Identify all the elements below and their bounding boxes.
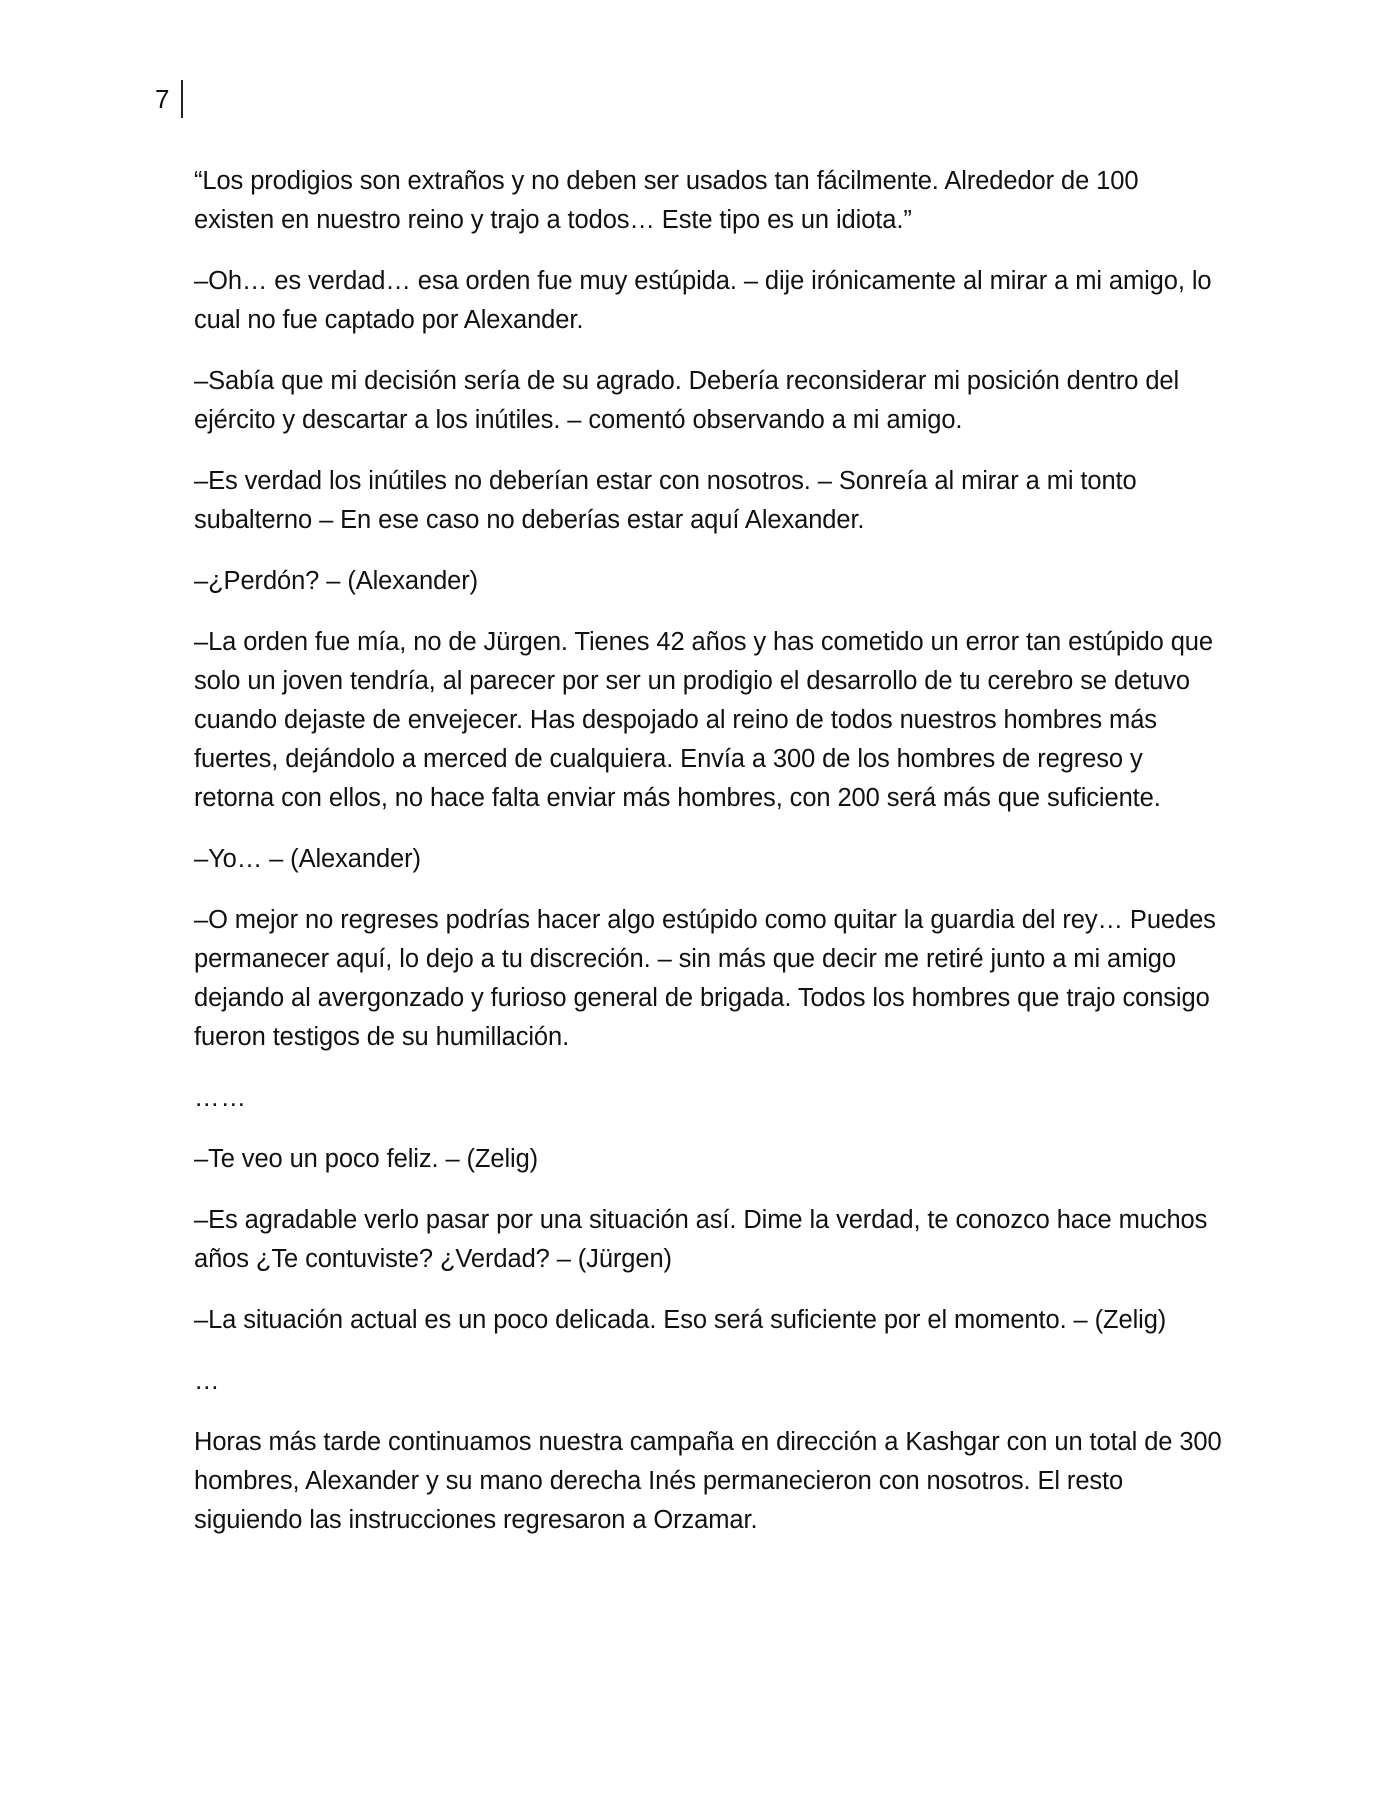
paragraph: –O mejor no regreses podrías hacer algo estúpido como quitar la guardia del rey… Puedes permanecer aquí, lo dejo a tu discreción. – sin más que decir me retiré junto a mi amigo dejando al avergonzado y furioso general de brigada. Todos los hombres que trajo consigo fueron testigos de su humillación. xyxy=(194,906,1216,1051)
paragraph: –La orden fue mía, no de Jürgen. Tienes 42 años y has cometido un error tan estúpido que solo un joven tendría, al parecer por ser un prodigio el desarrollo de tu cerebro se detuvo cuando dejaste de envejecer. Has despojado al reino de todos nuestros hombres más fuertes, dejándolo a merced de cualquiera. Envía a 300 de los hombres de regreso y retorna con ellos, no hace falta enviar más hombres, con 200 será más que suficiente. xyxy=(194,628,1213,812)
paragraph: –La situación actual es un poco delicada. Eso será suficiente por el momento. – (Zelig) xyxy=(194,1306,1167,1334)
scene-separator: …… xyxy=(194,1084,247,1112)
paragraph: –¿Perdón? – (Alexander) xyxy=(194,567,479,595)
document-body xyxy=(194,162,1224,1562)
paragraph: –Te veo un poco feliz. – (Zelig) xyxy=(194,1145,539,1173)
paragraph: –Es agradable verlo pasar por una situación así. Dime la verdad, te conozco hace muchos años ¿Te contuviste? ¿Verdad? – (Jürgen) xyxy=(194,1206,1208,1273)
paragraph: –Es verdad los inútiles no deberían estar con nosotros. – Sonreía al mirar a mi tonto subalterno – En ese caso no deberías estar aquí Alexander. xyxy=(194,467,1137,534)
paragraph: –Oh… es verdad… esa orden fue muy estúpida. – dije irónicamente al mirar a mi amigo, lo cual no fue captado por Alexander. xyxy=(194,267,1212,334)
paragraph: –Yo… – (Alexander) xyxy=(194,845,421,873)
paragraph: Horas más tarde continuamos nuestra campaña en dirección a Kashgar con un total de 300 hombres, Alexander y su mano derecha Inés permanecieron con nosotros. El resto siguiendo las instrucciones regresaron a Orzamar. xyxy=(194,1428,1222,1534)
paragraph: “Los prodigios son extraños y no deben ser usados tan fácilmente. Alrededor de 100 existen en nuestro reino y trajo a todos… Este tipo es un idiota.” xyxy=(194,167,1139,234)
page-number: 7 xyxy=(155,80,183,118)
paragraph: –Sabía que mi decisión sería de su agrado. Debería reconsiderar mi posición dentro del ejército y descartar a los inútiles. – comentó observando a mi amigo. xyxy=(194,367,1180,434)
scene-separator: … xyxy=(194,1367,221,1395)
page-header xyxy=(155,80,183,118)
